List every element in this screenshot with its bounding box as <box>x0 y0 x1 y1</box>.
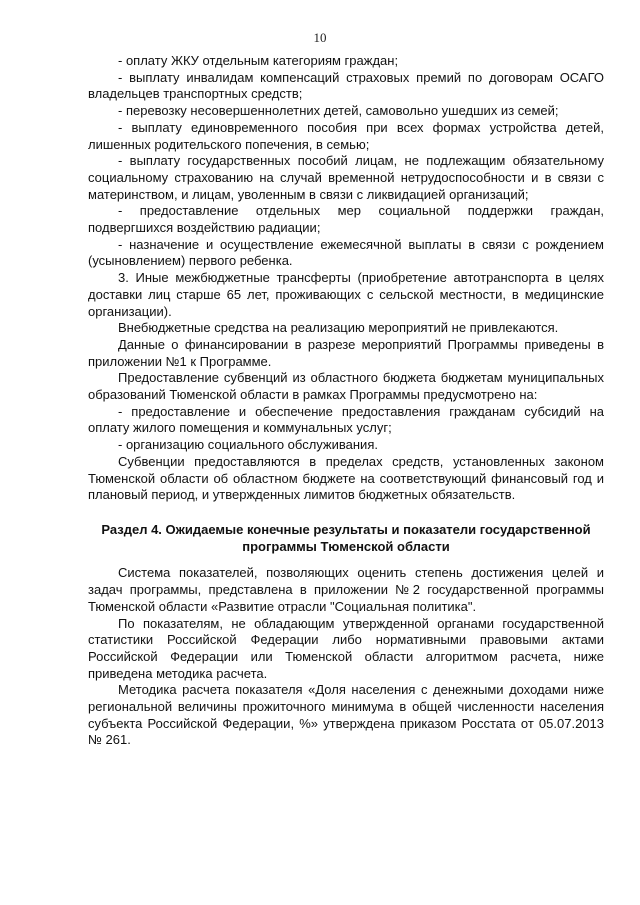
list-item: - выплату инвалидам компенсаций страховых премий по договорам ОСАГО владельцев транспортных средств; <box>88 69 604 102</box>
list-item: - выплату единовременного пособия при всех формах устройства детей, лишенных родительского попечения, в семью; <box>88 119 604 152</box>
list-item: - предоставление и обеспечение предоставления гражданам субсидий на оплату жилого помещения и коммунальных услуг; <box>88 403 604 436</box>
list-item: - предоставление отдельных мер социальной поддержки граждан, подвергшихся воздействию радиации; <box>88 203 604 236</box>
paragraph: Субвенции предоставляются в пределах средств, установленных законом Тюменской области об областном бюджете на соответствующий финансовый год и плановый период, и утвержденных лимитов бюджетных обязательств. <box>88 453 604 503</box>
list-item: - оплату ЖКУ отдельным категориям граждан; <box>118 53 399 68</box>
paragraph: Данные о финансировании в разрезе мероприятий Программы приведены в приложении №1 к Программе. <box>88 336 604 369</box>
section-heading: Раздел 4. Ожидаемые конечные результаты и показатели государственной программы Тюменской области <box>101 521 591 554</box>
list-item: - выплату государственных пособий лицам, не подлежащим обязательному социальному страхованию на случай временной нетрудоспособности и в связи с материнством, и лицам, уволенным в связи с ликвидацией организаций; <box>88 153 604 202</box>
paragraph: Предоставление субвенций из областного бюджета бюджетам муниципальных образований Тюменской области в рамках Программы предусмотрено на: <box>88 370 604 403</box>
paragraph: 3. Иные межбюджетные трансферты (приобретение автотранспорта в целях доставки лиц старше 65 лет, проживающих с сельской местности, в медицинские организации). <box>88 270 604 319</box>
list-item: - организацию социального обслуживания. <box>118 437 378 453</box>
paragraph: Методика расчета показателя «Доля населения с денежными доходами ниже региональной величины прожиточного минимума в общей численности населения субъекта Российской Федерации, %» утверждена приказом Росстата от 05.07.2013 № 261. <box>88 682 604 748</box>
paragraph: Система показателей, позволяющих оценить степень достижения целей и задач программы, представлена в приложении №2 государственной программы Тюменской области «Развитие отрасли "Социальная политика". <box>88 565 604 614</box>
paragraph: Внебюджетные средства на реализацию мероприятий не привлекаются. <box>118 320 559 336</box>
list-item: - назначение и осуществление ежемесячной выплаты в связи с рождением (усыновлением) первого ребенка. <box>88 236 604 269</box>
paragraph: По показателям, не обладающим утвержденной органами государственной статистики Российской Федерации либо нормативными правовыми актами Российской Федерации или Тюменской области алгоритмом расчета, ниже приведена методика расчета. <box>88 615 604 681</box>
list-item: - перевозку несовершеннолетних детей, самовольно ушедших из семей; <box>118 103 559 119</box>
document-body <box>88 53 604 749</box>
page-number: 10 <box>313 30 327 45</box>
